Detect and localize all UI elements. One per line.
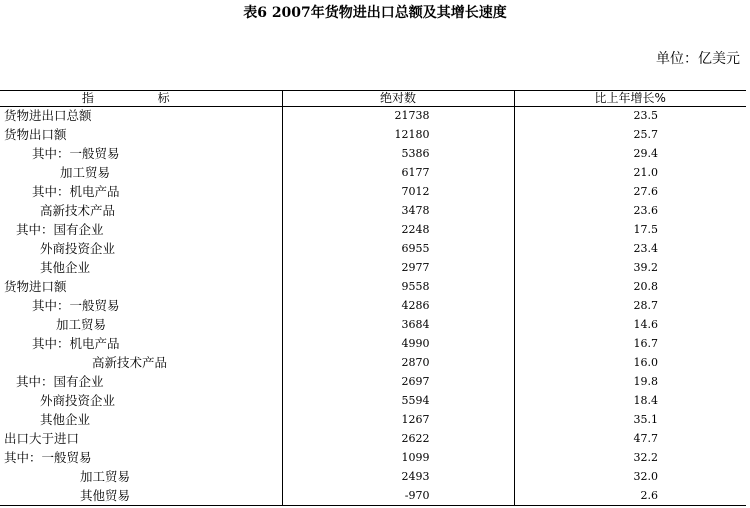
row-name: 货物进口额 bbox=[4, 279, 67, 294]
row-value: 7012 bbox=[282, 183, 514, 202]
table-row bbox=[0, 259, 746, 278]
row-name: 其中：机电产品 bbox=[32, 184, 120, 199]
row-growth: 16.7 bbox=[514, 335, 746, 354]
row-value: 4990 bbox=[282, 335, 514, 354]
row-growth: 35.1 bbox=[514, 411, 746, 430]
row-growth: 18.4 bbox=[514, 392, 746, 411]
row-growth: 47.7 bbox=[514, 430, 746, 449]
row-name: 货物进出口总额 bbox=[4, 108, 92, 124]
row-value: 3684 bbox=[282, 316, 514, 335]
row-name: 其中：一般贸易 bbox=[32, 146, 120, 161]
row-value: 6177 bbox=[282, 164, 514, 183]
row-growth: 39.2 bbox=[514, 259, 746, 278]
table-row bbox=[0, 449, 746, 468]
trade-table bbox=[0, 90, 746, 506]
row-name: 高新技术产品 bbox=[92, 355, 168, 370]
table-row bbox=[0, 183, 746, 202]
table-row bbox=[0, 373, 746, 392]
row-name: 出口大于进口 bbox=[4, 431, 80, 446]
row-growth: 16.0 bbox=[514, 354, 746, 373]
row-value: 2697 bbox=[282, 373, 514, 392]
header-absolute: 绝对数 bbox=[282, 91, 514, 107]
row-value: 5594 bbox=[282, 392, 514, 411]
row-name: 其中：国有企业 bbox=[16, 374, 104, 389]
table-row bbox=[0, 221, 746, 240]
row-value: 2493 bbox=[282, 468, 514, 487]
row-growth: 17.5 bbox=[514, 221, 746, 240]
row-name: 其中：一般贸易 bbox=[4, 450, 92, 465]
row-value: 12180 bbox=[282, 126, 514, 145]
row-value: 2870 bbox=[282, 354, 514, 373]
row-value: 4286 bbox=[282, 297, 514, 316]
table-row bbox=[0, 297, 746, 316]
row-growth: 28.7 bbox=[514, 297, 746, 316]
row-value: 2977 bbox=[282, 259, 514, 278]
row-growth: 19.8 bbox=[514, 373, 746, 392]
row-growth: 25.7 bbox=[514, 126, 746, 145]
table-row bbox=[0, 392, 746, 411]
header-row bbox=[0, 91, 746, 107]
table-row bbox=[0, 430, 746, 449]
row-value: -970 bbox=[282, 487, 514, 506]
unit-label: 单位：亿美元 bbox=[656, 51, 740, 67]
table-row bbox=[0, 468, 746, 487]
table-row bbox=[0, 411, 746, 430]
row-value: 21738 bbox=[282, 107, 514, 126]
header-indicator: 指 标 bbox=[0, 91, 282, 107]
row-growth: 21.0 bbox=[514, 164, 746, 183]
row-name: 加工贸易 bbox=[80, 469, 131, 484]
header-growth: 比上年增长% bbox=[514, 91, 746, 107]
table-row bbox=[0, 164, 746, 183]
row-name: 其他企业 bbox=[40, 260, 91, 275]
row-name: 其中：国有企业 bbox=[16, 222, 104, 237]
table-row bbox=[0, 145, 746, 164]
row-growth: 23.6 bbox=[514, 202, 746, 221]
table-row bbox=[0, 202, 746, 221]
row-growth: 27.6 bbox=[514, 183, 746, 202]
table-row bbox=[0, 240, 746, 259]
row-growth: 14.6 bbox=[514, 316, 746, 335]
row-name: 货物出口额 bbox=[4, 127, 67, 142]
row-value: 2248 bbox=[282, 221, 514, 240]
row-value: 5386 bbox=[282, 145, 514, 164]
row-growth: 20.8 bbox=[514, 278, 746, 297]
row-name: 外商投资企业 bbox=[40, 241, 116, 256]
row-growth: 2.6 bbox=[514, 487, 746, 506]
row-value: 6955 bbox=[282, 240, 514, 259]
row-name: 加工贸易 bbox=[60, 165, 111, 180]
table-row bbox=[0, 278, 746, 297]
row-growth: 29.4 bbox=[514, 145, 746, 164]
row-name: 加工贸易 bbox=[56, 317, 107, 332]
row-value: 1267 bbox=[282, 411, 514, 430]
row-name: 其他企业 bbox=[40, 412, 91, 427]
row-name: 其他贸易 bbox=[0, 487, 282, 506]
table-row bbox=[0, 487, 746, 506]
table-row bbox=[0, 335, 746, 354]
table-row bbox=[0, 354, 746, 373]
table-title: 表6 2007年货物进出口总额及其增长速度 bbox=[243, 5, 507, 21]
row-value: 9558 bbox=[282, 278, 514, 297]
row-growth: 32.0 bbox=[514, 468, 746, 487]
row-growth: 23.5 bbox=[514, 107, 746, 126]
row-name: 其中：机电产品 bbox=[32, 336, 120, 351]
row-name: 高新技术产品 bbox=[40, 203, 116, 218]
row-name: 其中：一般贸易 bbox=[32, 298, 120, 313]
table-row bbox=[0, 126, 746, 145]
row-value: 2622 bbox=[282, 430, 514, 449]
table-row bbox=[0, 107, 746, 126]
row-value: 3478 bbox=[282, 202, 514, 221]
row-growth: 32.2 bbox=[514, 449, 746, 468]
row-name: 外商投资企业 bbox=[40, 393, 116, 408]
row-growth: 23.4 bbox=[514, 240, 746, 259]
table-row bbox=[0, 316, 746, 335]
row-value: 1099 bbox=[282, 449, 514, 468]
